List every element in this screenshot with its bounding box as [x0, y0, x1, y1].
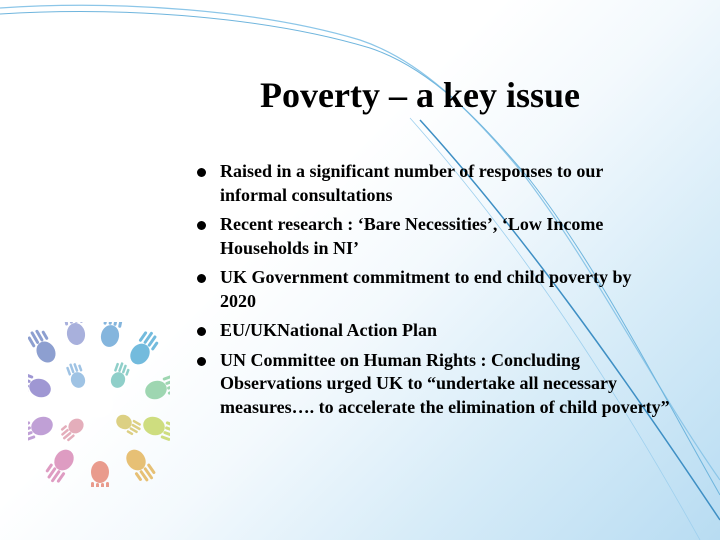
list-item-text: Raised in a significant number of responses to our informal consultations — [220, 161, 604, 205]
list-item-text: Recent research : ‘Bare Necessities’, ‘Low Income Households in NI’ — [220, 214, 604, 258]
handprints-circle-image — [28, 322, 170, 487]
list-item-text: EU/UKNational Action Plan — [220, 320, 438, 340]
bullet-icon — [197, 221, 206, 230]
bullet-icon — [197, 274, 206, 283]
list-item — [0, 213, 670, 260]
bullet-icon — [197, 168, 206, 177]
list-item — [0, 160, 670, 207]
bullet-icon — [197, 327, 206, 336]
list-item-text: UK Government commitment to end child poverty by 2020 — [220, 267, 632, 311]
bullet-icon — [197, 357, 206, 366]
list-item — [0, 266, 670, 313]
list-item-text: UN Committee on Human Rights : Concluding Observations urged UK to “undertake all necessary measures…. to accelerate the elimination of child poverty” — [220, 349, 670, 417]
page-title: Poverty – a key issue — [260, 75, 580, 115]
